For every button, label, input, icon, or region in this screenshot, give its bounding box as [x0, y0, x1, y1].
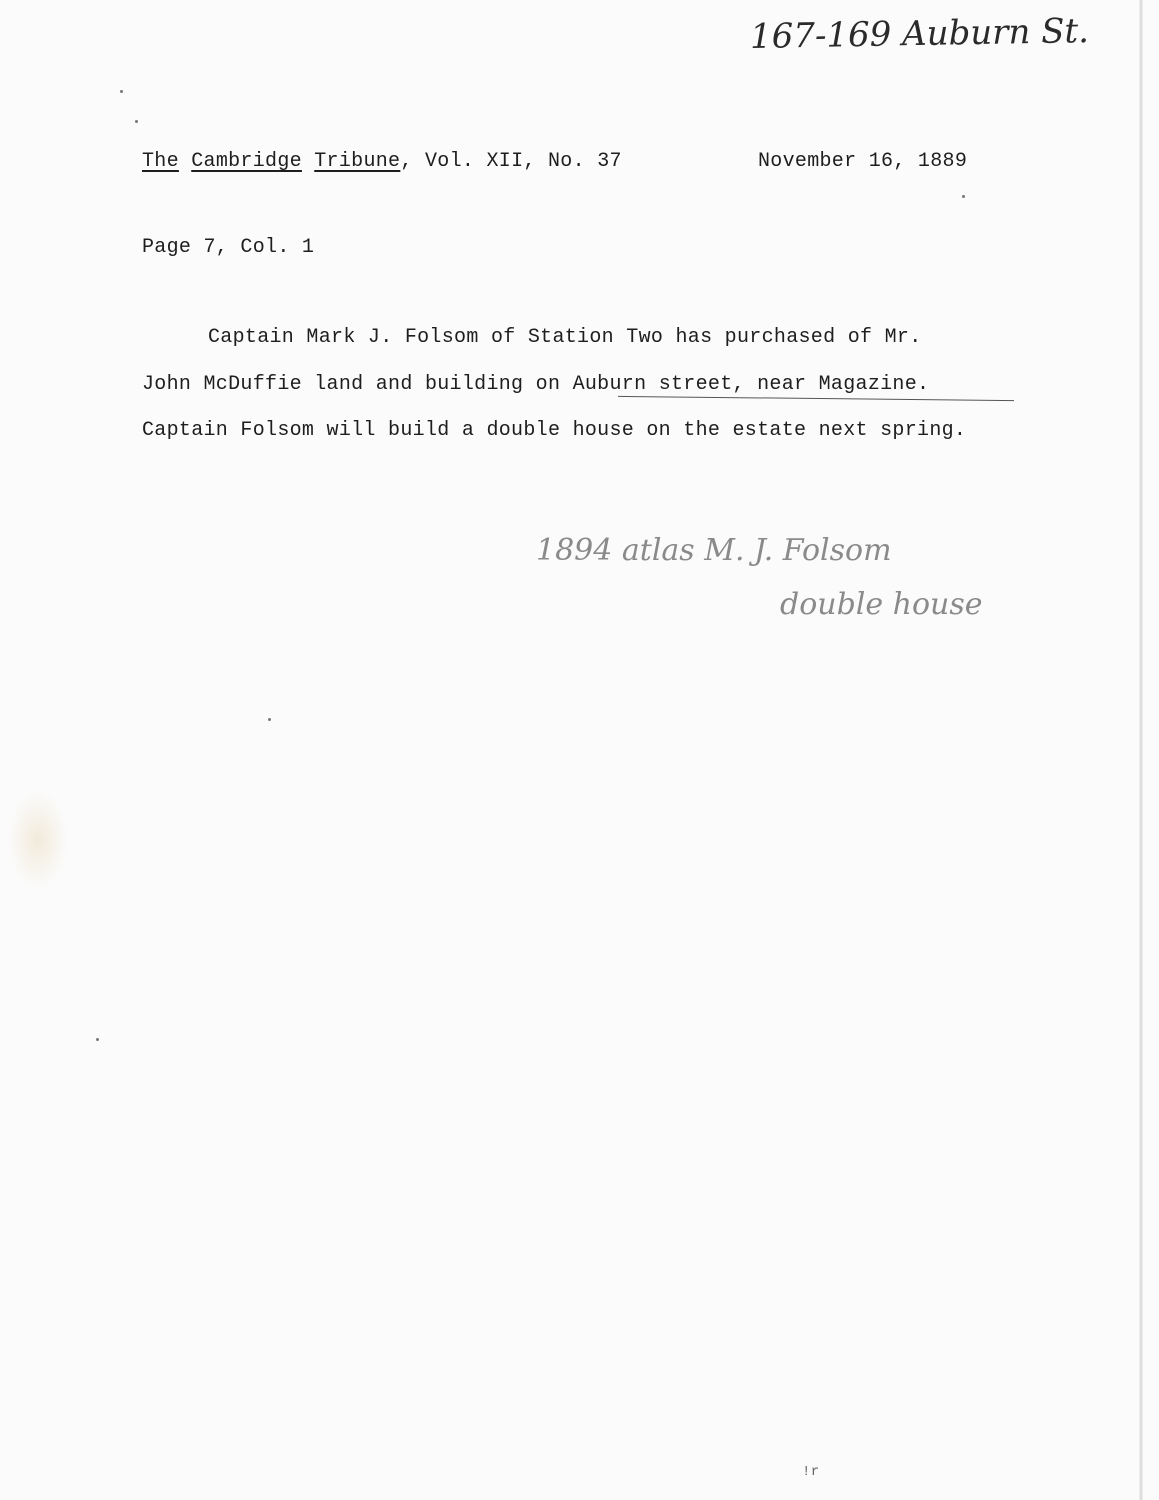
pencil-note-line-2: double house [780, 587, 983, 622]
paper-speck [120, 90, 123, 93]
paper-stain [8, 790, 68, 890]
handwritten-address-note: 167-169 Auburn St. [749, 11, 1090, 57]
page-column-reference: Page 7, Col. 1 [142, 236, 315, 259]
article-line-2-text: John McDuffie land and building on [142, 373, 573, 396]
publication-date: November 16, 1889 [758, 150, 968, 173]
article-underlined-location: Auburn street, near Magazine. [572, 373, 930, 396]
pencil-note-line-1: 1894 atlas M. J. Folsom [536, 533, 892, 568]
publication-word-cambridge: Cambridge [191, 150, 302, 173]
paper-speck [96, 1038, 99, 1041]
paper-speck [268, 718, 271, 721]
page-footer-mark: !r [802, 1464, 820, 1480]
citation-line [142, 150, 622, 173]
publication-word-tribune: Tribune [314, 150, 401, 173]
publication-word-the: The [142, 150, 179, 173]
article-line-3: Captain Folsom will build a double house on the estate next spring. [142, 419, 967, 442]
handwritten-underline [618, 396, 1014, 401]
publication-volume: , Vol. XII, No. 37 [400, 150, 622, 173]
paper-speck [962, 195, 965, 198]
article-line-1: Captain Mark J. Folsom of Station Two has purchased of Mr. [208, 326, 922, 349]
article-line-2 [142, 373, 929, 396]
paper-speck [135, 120, 138, 123]
page-edge-shadow [1139, 0, 1143, 1500]
